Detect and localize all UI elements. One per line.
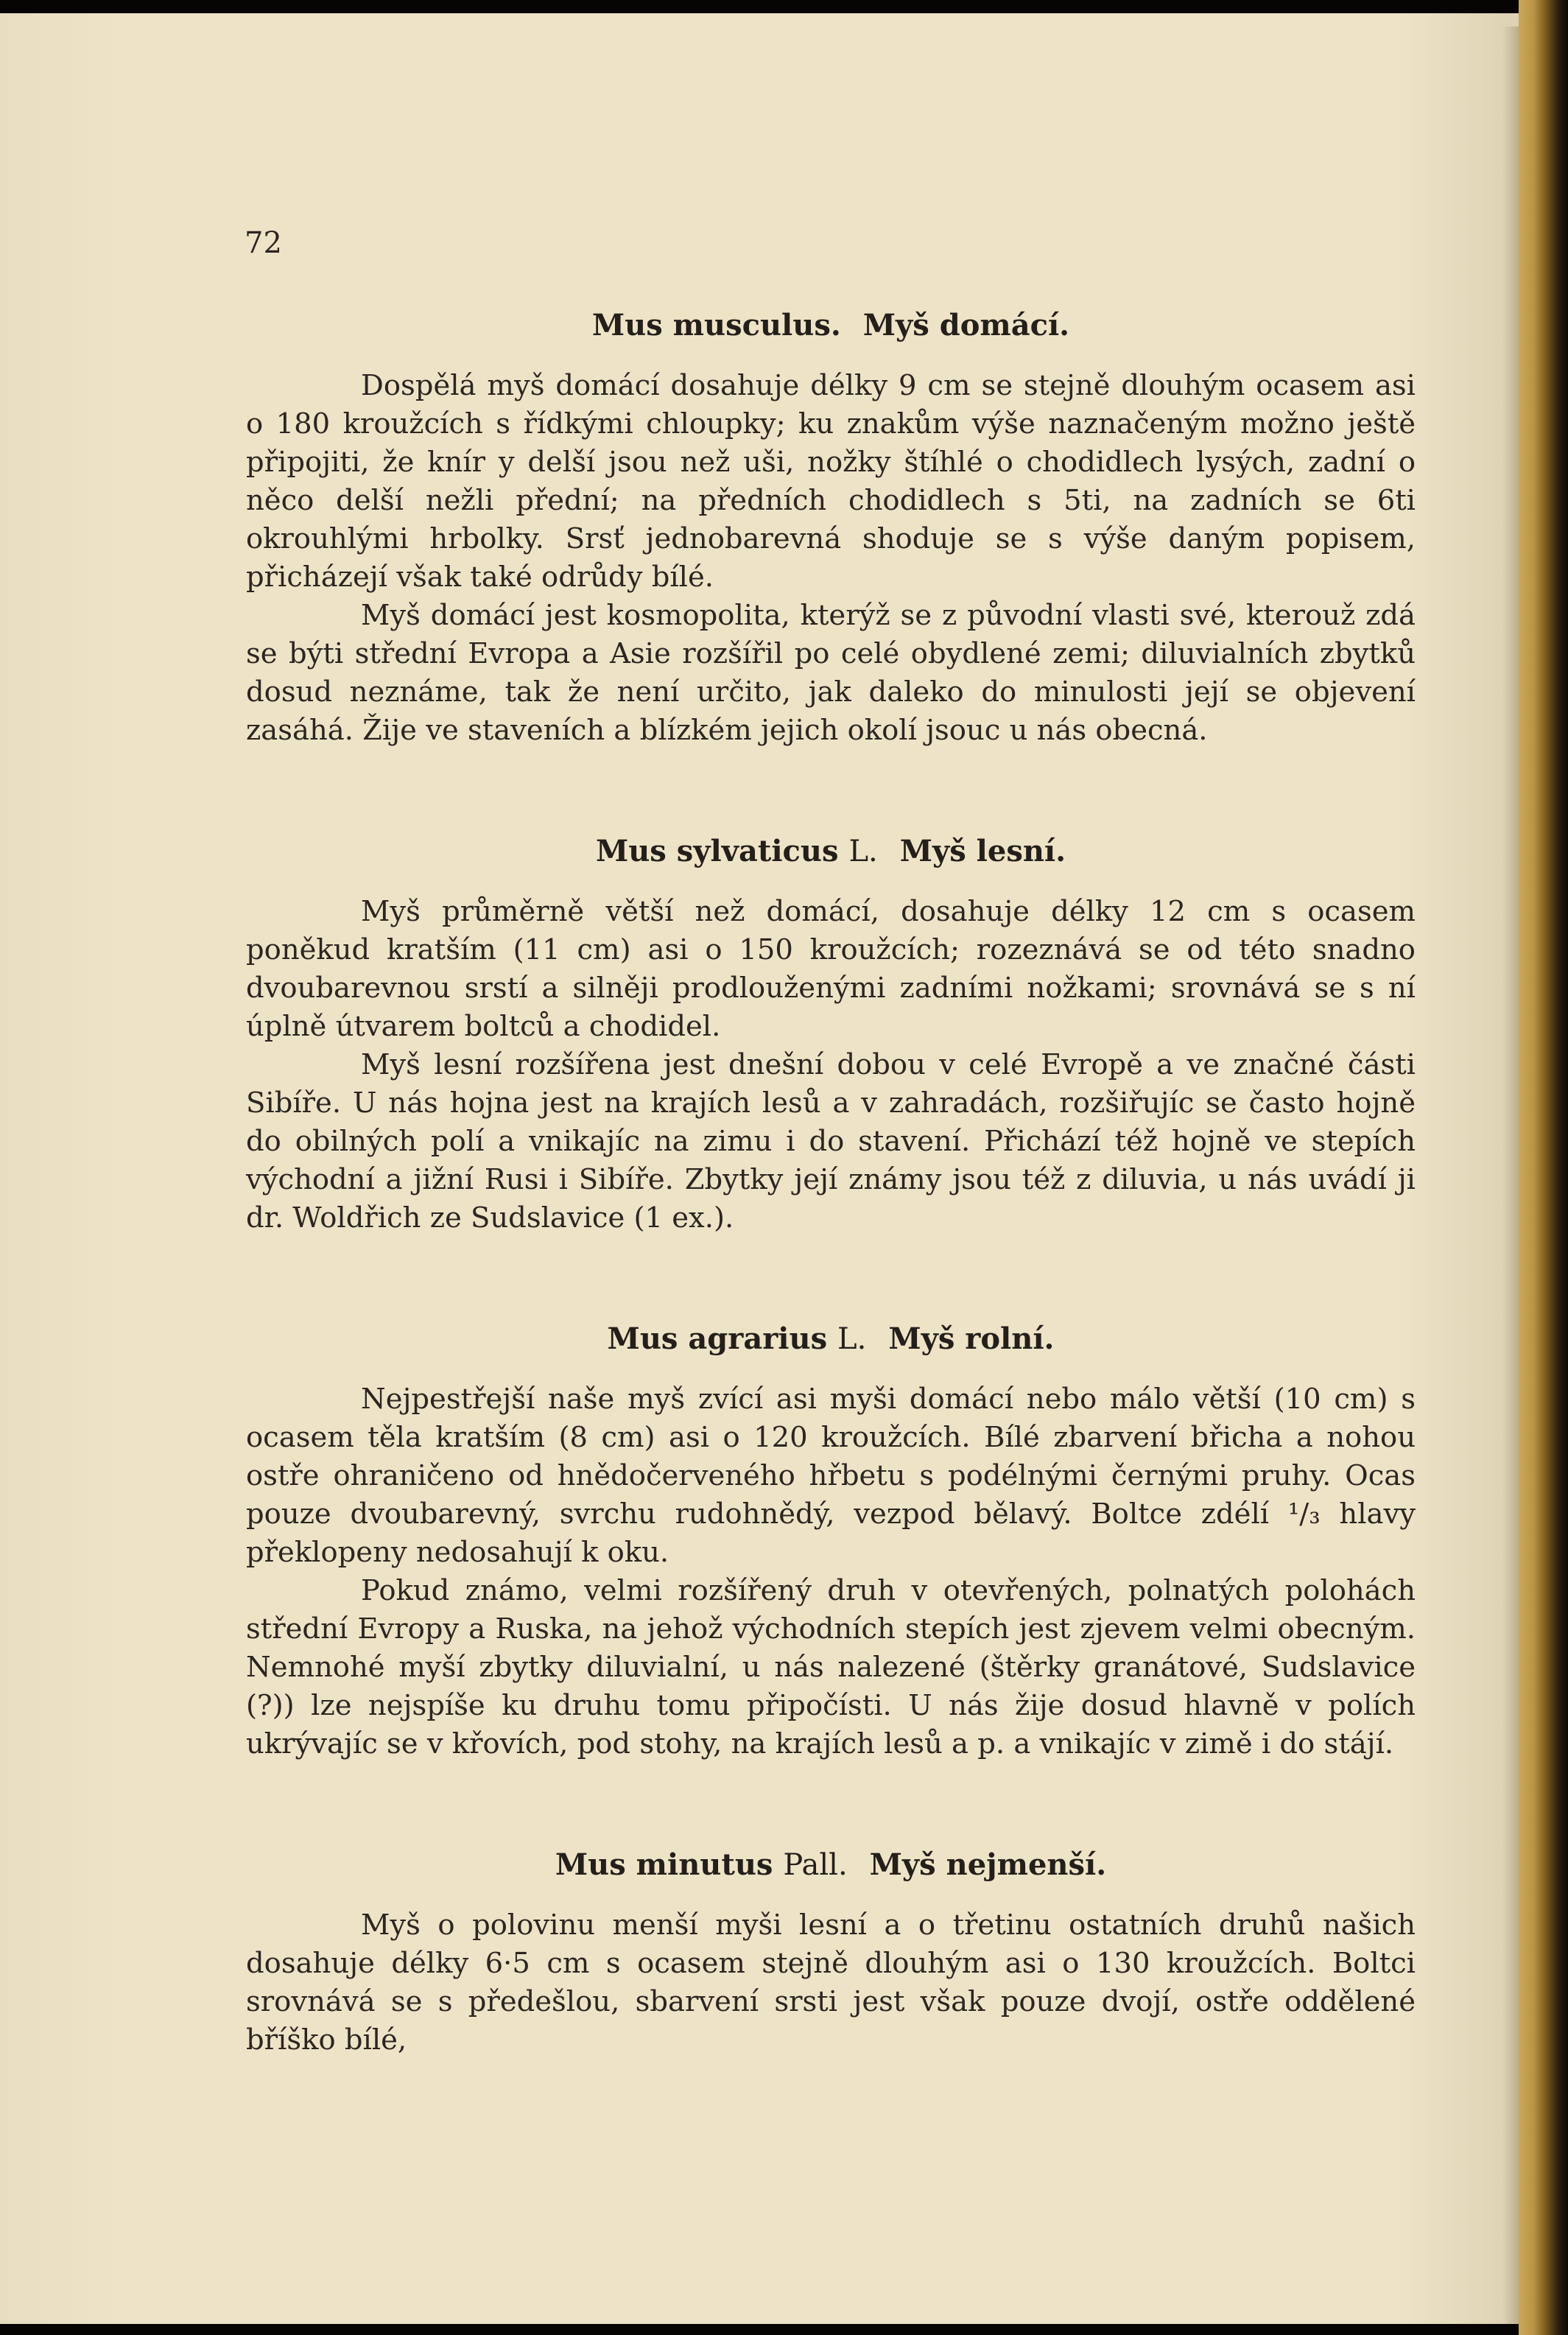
species-section-mus-musculus: [246, 306, 1416, 750]
species-latin-name: Mus musculus.: [591, 308, 841, 343]
paragraph: Myš lesní rozšířena jest dnešní dobou v celé Evropě a ve značné části Sibíře. U nás hojna jest na krajích lesů a v zahradách, rozšiřujíc se často hojně do obilných polí a vnikajíc na zimu i do stavení. Přichází též hojně ve stepích východní a jižní Rusi i Sibíře. Zbytky její známy jsou též z diluvia, u nás uvádí ji dr. Woldřich ze Sudslavice (1 ex.).: [246, 1048, 1416, 1235]
paragraph: Dospělá myš domácí dosahuje délky 9 cm se stejně dlouhým ocasem asi o 180 kroužcích s řídkými chloupky; ku znakům výše naznačeným možno ještě připojiti, že knír y delší jsou než uši, nožky štíhlé o chodidlech lysých, zadní o něco delší nežli přední; na předních chodidlech s 5ti, na zadních se 6ti okrouhlými hrbolky. Srsť jednobarevná shoduje se s výše daným popisem, přicházejí však také odrůdy bílé.: [246, 369, 1416, 594]
species-czech-name: Myš lesní.: [899, 834, 1066, 868]
species-heading: [246, 306, 1416, 345]
species-heading: [246, 1320, 1416, 1358]
species-heading: [246, 832, 1416, 871]
page-number: 72: [245, 226, 282, 260]
page-edge-shadow: [1502, 27, 1519, 2324]
paragraph: Myš průměrně větší než domácí, dosahuje délky 12 cm s ocasem poněkud kratším (11 cm) asi o 150 kroužcích; rozeznává se od této snadno dvoubarevnou srstí a silněji prodlouženými zadními nožkami; srovnává se s ní úplně útvarem boltců a chodidel.: [246, 895, 1416, 1043]
species-author: Pall.: [783, 1848, 848, 1882]
paragraph: Pokud známo, velmi rozšířený druh v otevřených, polnatých polohách střední Evropy a Ruska, na jehož východních stepích jest zjevem velmi obecným. Nemnohé myší zbytky diluvialní, u nás nalezené (štěrky granátové, Sudslavice (?)) lze nejspíše ku druhu tomu připočísti. U nás žije dosud hlavně v polích ukrývajíc se v křovích, pod stohy, na krajích lesů a p. a vnikajíc v zimě i do stájí.: [246, 1574, 1416, 1760]
paragraph: Myš o polovinu menší myši lesní a o třetinu ostatních druhů našich dosahuje délky 6·5 cm s ocasem stejně dlouhým asi o 130 kroužcích. Boltci srovnává se s předešlou, sbarvení srsti jest však pouze dvojí, ostře oddělené bříško bílé,: [246, 1909, 1416, 2057]
page-content: [246, 306, 1416, 2060]
species-author: L.: [837, 1322, 867, 1356]
species-latin-name: Mus sylvaticus: [595, 834, 839, 868]
species-latin-name: Mus minutus: [555, 1847, 773, 1882]
paragraph: Nejpestřejší naše myš zvící asi myši domácí nebo málo větší (10 cm) s ocasem těla kratším (8 cm) asi o 120 kroužcích. Bílé zbarvení břicha a nohou ostře ohraničeno od hnědočerveného hřbetu s podélnými černými pruhy. Ocas pouze dvoubarevný, svrchu rudohnědý, vezpod bělavý. Boltce zdélí ¹/₃ hlavy překlopeny nedosahují k oku.: [246, 1383, 1416, 1569]
species-heading: [246, 1846, 1416, 1884]
species-czech-name: Myš domácí.: [862, 308, 1070, 343]
species-author: L.: [848, 835, 878, 868]
species-section-mus-minutus: [246, 1846, 1416, 2060]
species-section-mus-sylvaticus: [246, 832, 1416, 1237]
species-czech-name: Myš rolní.: [888, 1321, 1055, 1356]
species-czech-name: Myš nejmenší.: [869, 1847, 1107, 1882]
book-spine-edge: [1519, 0, 1568, 2335]
species-section-mus-agrarius: [246, 1320, 1416, 1763]
species-latin-name: Mus agrarius: [607, 1321, 828, 1356]
book-page: [0, 13, 1519, 2324]
paragraph: Myš domácí jest kosmopolita, kterýž se z původní vlasti své, kterouž zdá se býti střední Evropa a Asie rozšířil po celé obydlené zemi; diluvialních zbytků dosud neznáme, tak že není určito, jak daleko do minulosti její se objevení zasáhá. Žije ve staveních a blízkém jejich okolí jsouc u nás obecná.: [246, 599, 1416, 747]
